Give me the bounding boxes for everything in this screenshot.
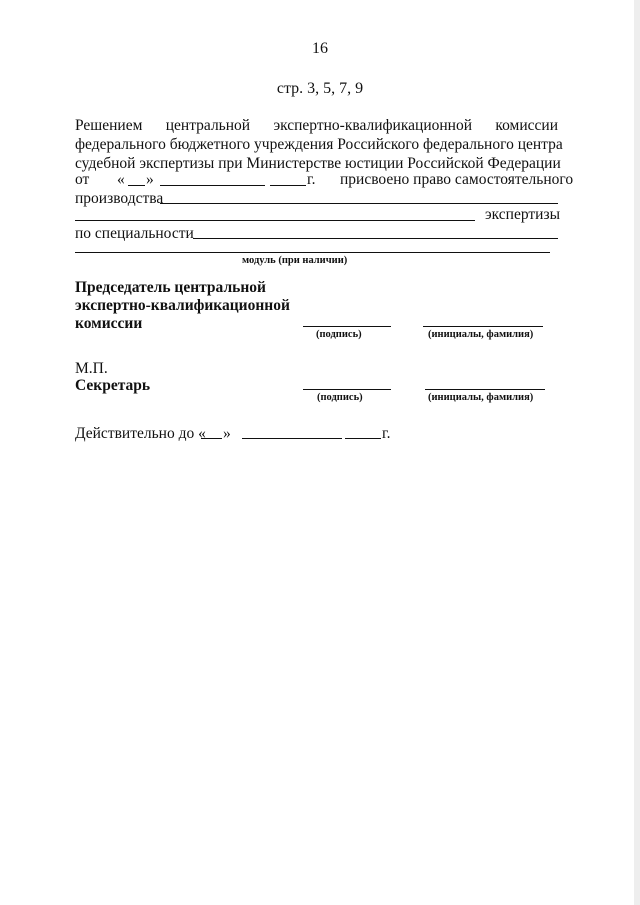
body-line-1 <box>75 116 558 135</box>
secretary-signature-caption: (подпись) <box>317 392 363 403</box>
year-blank-line <box>270 185 306 186</box>
date-open-quote: « <box>117 171 125 188</box>
chairman-name-line <box>423 326 543 327</box>
module-blank-line <box>75 252 550 253</box>
body-line-2: федерального бюджетного учреждения Российского федерального центра <box>75 136 563 153</box>
day-blank-line <box>128 185 145 186</box>
secretary-title: Секретарь <box>75 377 151 394</box>
chairman-title-line-2: экспертно-квалификационной <box>75 297 290 314</box>
chairman-signature-caption: (подпись) <box>316 329 362 340</box>
production-label: производства <box>75 190 164 207</box>
expertise-blank-line <box>75 220 475 221</box>
page-references: стр. 3, 5, 7, 9 <box>276 80 364 97</box>
validity-label: Действительно до « <box>75 425 206 442</box>
body-line-1-text: Решением центральной экспертно-квалификационной комиссии <box>75 117 558 134</box>
specialty-label: по специальности <box>75 225 194 242</box>
validity-year-blank-line <box>345 438 381 439</box>
secretary-name-caption: (инициалы, фамилия) <box>428 392 534 403</box>
specialty-blank-line <box>193 238 558 239</box>
validity-day-blank-line <box>201 438 222 439</box>
chairman-title-line-1: Председатель центральной <box>75 279 266 296</box>
page-number: 16 <box>312 40 328 57</box>
chairman-signature-line <box>303 326 391 327</box>
granted-right-text: присвоено право самостоятельного <box>340 171 574 188</box>
module-caption: модуль (при наличии) <box>242 255 348 266</box>
validity-close-quote: » <box>223 425 231 442</box>
body-line-3: судебной экспертизы при Министерстве юстиции Российской Федерации <box>75 155 561 172</box>
secretary-signature-line <box>303 389 391 390</box>
seal-label: М.П. <box>75 360 108 377</box>
month-blank-line <box>160 185 265 186</box>
year-suffix: г. <box>307 171 316 188</box>
validity-year-suffix: г. <box>382 425 391 442</box>
chairman-name-caption: (инициалы, фамилия) <box>428 329 534 340</box>
scan-edge <box>634 0 640 905</box>
from-label: от <box>75 171 90 188</box>
chairman-title-line-3: комиссии <box>75 315 143 332</box>
validity-month-blank-line <box>242 438 342 439</box>
date-close-quote: » <box>146 171 154 188</box>
secretary-name-line <box>425 389 545 390</box>
expertise-label: экспертизы <box>485 206 561 223</box>
production-blank-line <box>160 203 558 204</box>
